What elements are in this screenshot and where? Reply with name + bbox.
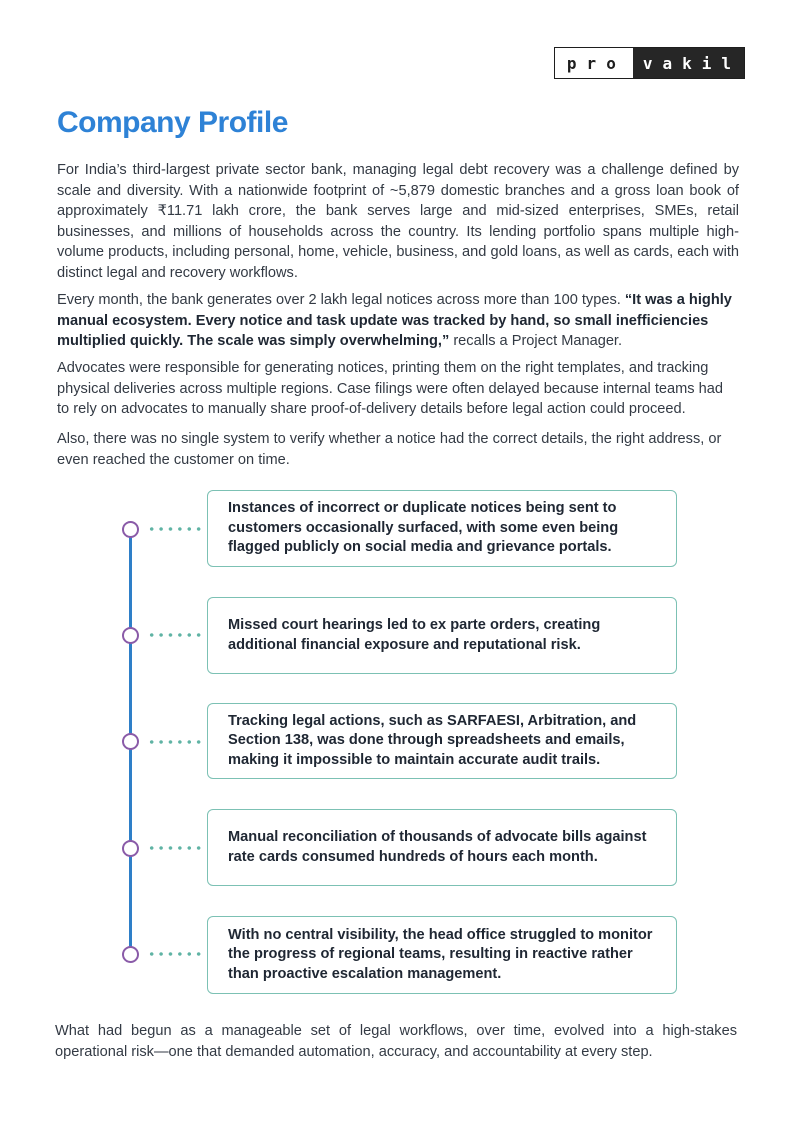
logo-part-light: pro [555, 48, 633, 78]
timeline-node [122, 521, 139, 538]
challenge-card [207, 703, 677, 779]
timeline-node [122, 733, 139, 750]
quote-attribution: recalls a Project Manager. [449, 333, 623, 349]
project-manager-quote: “It was a highly manual ecosystem. Every notice and task update was tracked by hand, so small inefficiencies multiplied quickly. The scale was simply overwhelming,” [57, 292, 732, 349]
timeline-connector-dots [147, 633, 203, 637]
challenge-card [207, 916, 677, 994]
timeline-node [122, 946, 139, 963]
verification-paragraph: Also, there was no single system to verify whether a notice had the correct details, the right address, or even reached the customer on time. [57, 431, 722, 468]
timeline-node [122, 627, 139, 644]
challenge-card [207, 490, 677, 567]
closing-paragraph: What had begun as a manageable set of legal workflows, over time, evolved into a high-stakes operational risk—one that demanded automation, accuracy, and accountability at every step. [55, 1023, 737, 1060]
logo-part-dark: vakil [633, 48, 744, 78]
notices-lead-text: Every month, the bank generates over 2 lakh legal notices across more than 100 types. [57, 292, 625, 308]
provakil-logo [554, 47, 745, 79]
timeline-connector-dots [147, 740, 203, 744]
page-title: Company Profile [57, 106, 288, 139]
intro-paragraph: For India’s third-largest private sector bank, managing legal debt recovery was a challenge defined by scale and diversity. With a nationwide footprint of ~5,879 domestic branches and a gross loan book of approximately ₹11.71 lakh crore, the bank serves large and mid-sized enterprises, SMEs, retail businesses, and millions of households across the country. Its lending portfolio spans multiple high-volume products, including personal, home, vehicle, business, and gold loans, as well as cards, each with distinct legal and recovery workflows. [57, 162, 739, 281]
advocates-paragraph: Advocates were responsible for generating notices, printing them on the right templates, and tracking physical deliveries across multiple regions. Case filings were often delayed because internal teams had to rely on advocates to manually share proof-of-delivery details before legal action could proceed. [57, 360, 723, 417]
challenge-text: Instances of incorrect or duplicate notices being sent to customers occasionally surfaced, with some even being flagged publicly on social media and grievance portals. [228, 500, 619, 556]
challenge-text: Manual reconciliation of thousands of advocate bills against rate cards consumed hundreds of hours each month. [228, 829, 647, 865]
timeline-connector-dots [147, 846, 203, 850]
timeline-node [122, 840, 139, 857]
challenge-card [207, 809, 677, 886]
challenge-card [207, 597, 677, 674]
challenge-text: Tracking legal actions, such as SARFAESI, Arbitration, and Section 138, was done through spreadsheets and emails, making it impossible to maintain accurate audit trails. [228, 712, 637, 768]
challenge-text: Missed court hearings led to ex parte orders, creating additional financial exposure and reputational risk. [228, 617, 601, 653]
notices-paragraph [57, 290, 739, 352]
timeline-connector-dots [147, 952, 203, 956]
challenge-text: With no central visibility, the head office struggled to monitor the progress of regional teams, resulting in reactive rather than proactive escalation management. [228, 926, 653, 982]
timeline-connector-dots [147, 527, 203, 531]
